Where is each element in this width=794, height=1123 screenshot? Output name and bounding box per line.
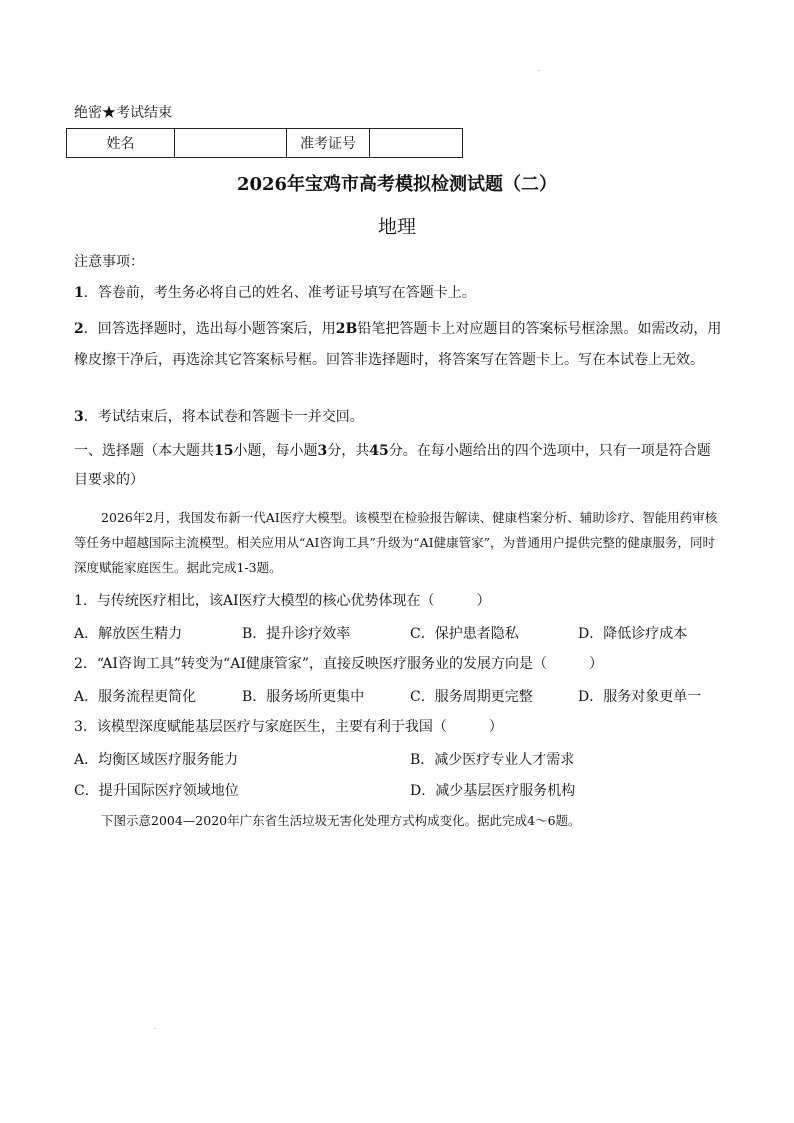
question-3-stem: 3．该模型深度赋能基层医疗与家庭医生，主要有利于我国（ ） — [74, 719, 503, 735]
note-number: 2 — [74, 321, 84, 337]
question-count: 15 — [214, 443, 234, 459]
question-1-options — [74, 623, 724, 643]
note-item-3 — [74, 407, 724, 427]
option-c[interactable]: C．提升国际医疗领域地位 — [74, 783, 239, 799]
question-3-options-row2 — [74, 780, 724, 800]
passage-2: 下图示意2004—2020年广东省生活垃圾无害化处理方式构成变化。据此完成4～6题。 — [101, 813, 581, 828]
option-a[interactable]: A．均衡区域医疗服务能力 — [74, 752, 239, 768]
option-b[interactable]: B．服务场所更集中 — [242, 689, 365, 705]
note-text: ．回答选择题时，选出每小题答案后，用 — [83, 321, 336, 337]
note-item-1 — [74, 283, 724, 303]
name-field[interactable] — [175, 129, 287, 158]
name-label: 姓名 — [67, 129, 175, 158]
note-text: ．考试结束后，将本试卷和答题卡一并交回。 — [83, 409, 364, 425]
note-number: 1 — [74, 285, 84, 301]
subject-heading: 地理 — [377, 216, 416, 238]
option-b[interactable]: B．减少医疗专业人才需求 — [410, 752, 575, 768]
passage-1: 2026年2月，我国发布新一代AI医疗大模型。该模型在检验报告解读、健康档案分析、辅助诊疗、智能用药审核等任务中超越国际主流模型。相关应用从“AI咨询工具”升级为“AI健康管家”，为普通用户提供完整的健康服务，同时深度赋能家庭医生。据此完成1-3题。 — [74, 510, 718, 575]
option-c[interactable]: C．保护患者隐私 — [410, 626, 519, 642]
note-text: ．答卷前，考生务必将自己的姓名、准考证号填写在答题卡上。 — [83, 285, 476, 301]
note-number: 3 — [74, 409, 84, 425]
section-heading — [74, 437, 724, 495]
question-1-stem: 1．与传统医疗相比，该AI医疗大模型的核心优势体现在（ ） — [74, 593, 491, 609]
exam-number-field[interactable] — [370, 129, 463, 158]
page-title: 2026年宝鸡市高考模拟检测试题（二） — [236, 174, 558, 195]
section-text: 分。在每小题给出的四个选项中，只有一项是符合题目要求的） — [74, 443, 711, 488]
note-text: 铅笔把答题卡上对应题目的答案标号框涂黑。如需改动，用橡皮擦干净后，再选涂其它答案标号框。回答非选择题时，将答案写在答题卡上。写在本试卷上无效。 — [74, 321, 722, 368]
points-each: 3 — [317, 443, 328, 459]
option-d[interactable]: D．服务对象更单一 — [578, 689, 702, 705]
scan-dot: . — [154, 1024, 156, 1031]
exam-number-label: 准考证号 — [287, 129, 370, 158]
section-text: 小题，每小题 — [233, 443, 318, 459]
notes-heading: 注意事项： — [74, 254, 144, 270]
question-2-options — [74, 686, 724, 706]
candidate-id-table — [66, 128, 463, 158]
note-item-2 — [74, 314, 724, 376]
option-c[interactable]: C．服务周期更完整 — [410, 689, 533, 705]
option-a[interactable]: A．解放医生精力 — [74, 626, 183, 642]
option-d[interactable]: D．降低诊疗成本 — [578, 626, 688, 642]
option-a[interactable]: A．服务流程更简化 — [74, 689, 197, 705]
pencil-type: 2B — [335, 321, 358, 337]
question-2-stem: 2．“AI咨询工具”转变为“AI健康管家”，直接反映医疗服务业的发展方向是（ ） — [74, 656, 604, 672]
option-b[interactable]: B．提升诊疗效率 — [242, 626, 351, 642]
section-text: 一、选择题（本大题共 — [74, 443, 214, 459]
question-3-options-row1 — [74, 749, 724, 769]
points-total: 45 — [369, 443, 389, 459]
confidential-label: 绝密★考试结束 — [74, 105, 172, 121]
option-d[interactable]: D．减少基层医疗服务机构 — [410, 783, 576, 799]
section-text: 分，共 — [327, 443, 370, 459]
scan-dot: . — [538, 66, 540, 73]
